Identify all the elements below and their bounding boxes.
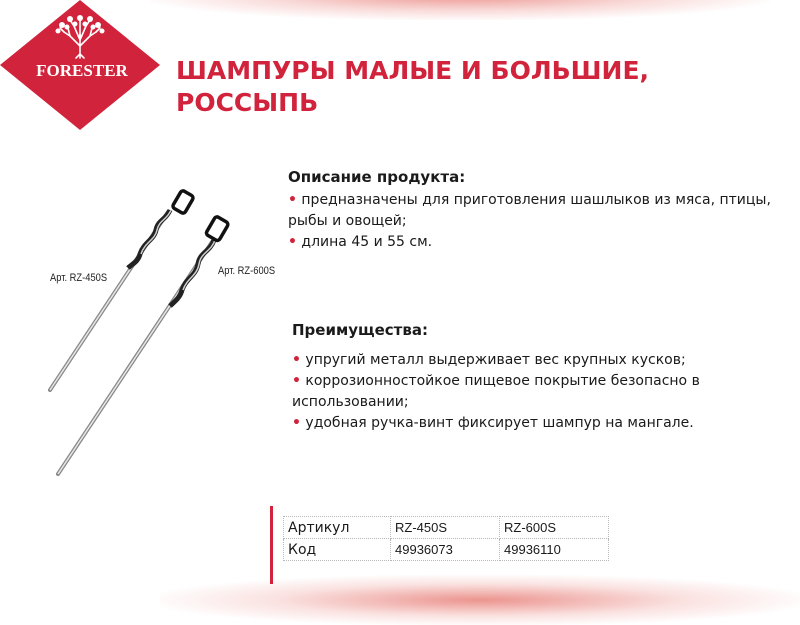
advantages-heading: Преимущества: <box>292 321 428 339</box>
description-item: • предназначены для приготовления шашлыков из мяса, птицы, рыбы и овощей; <box>288 192 771 229</box>
art-label-small: Арт. RZ-450S <box>50 272 108 284</box>
product-codes-table <box>283 516 609 561</box>
bullet-icon: • <box>288 192 297 208</box>
bullet-icon: • <box>292 415 301 431</box>
art-label-large: Арт. RZ-600S <box>218 265 276 277</box>
bullet-icon: • <box>288 234 297 250</box>
bullet-icon: • <box>292 373 301 389</box>
advantage-item: • упругий металл выдерживает вес крупных кусков; <box>292 352 686 368</box>
table-row <box>284 539 609 561</box>
description-item: • длина 45 и 55 см. <box>288 234 433 250</box>
table-cell: 49936073 <box>391 539 500 561</box>
description-heading: Описание продукта: <box>288 168 466 186</box>
advantage-item: • удобная ручка-винт фиксирует шампур на мангале. <box>292 415 694 431</box>
table-row <box>284 517 609 539</box>
bottom-decoration <box>160 575 800 625</box>
forester-logo <box>0 0 160 130</box>
top-decoration <box>150 0 770 20</box>
page-title: ШАМПУРЫ МАЛЫЕ И БОЛЬШИЕ, РОССЫПЬ <box>176 56 650 117</box>
table-header-cell: Артикул <box>284 517 391 539</box>
table-header-cell: Код <box>284 539 391 561</box>
table-cell: RZ-450S <box>391 517 500 539</box>
table-cell: RZ-600S <box>500 517 609 539</box>
logo-text: FORESTER <box>36 61 128 80</box>
table-cell: 49936110 <box>500 539 609 561</box>
advantages-section <box>292 320 782 434</box>
bullet-icon: • <box>292 352 301 368</box>
description-section <box>288 167 778 253</box>
advantage-item: • коррозионностойкое пищевое покрытие безопасно в использовании; <box>292 373 700 410</box>
skewers-image <box>40 180 290 480</box>
large-skewer <box>58 216 229 474</box>
small-skewer <box>50 190 194 390</box>
table-accent-bar <box>270 506 273 584</box>
